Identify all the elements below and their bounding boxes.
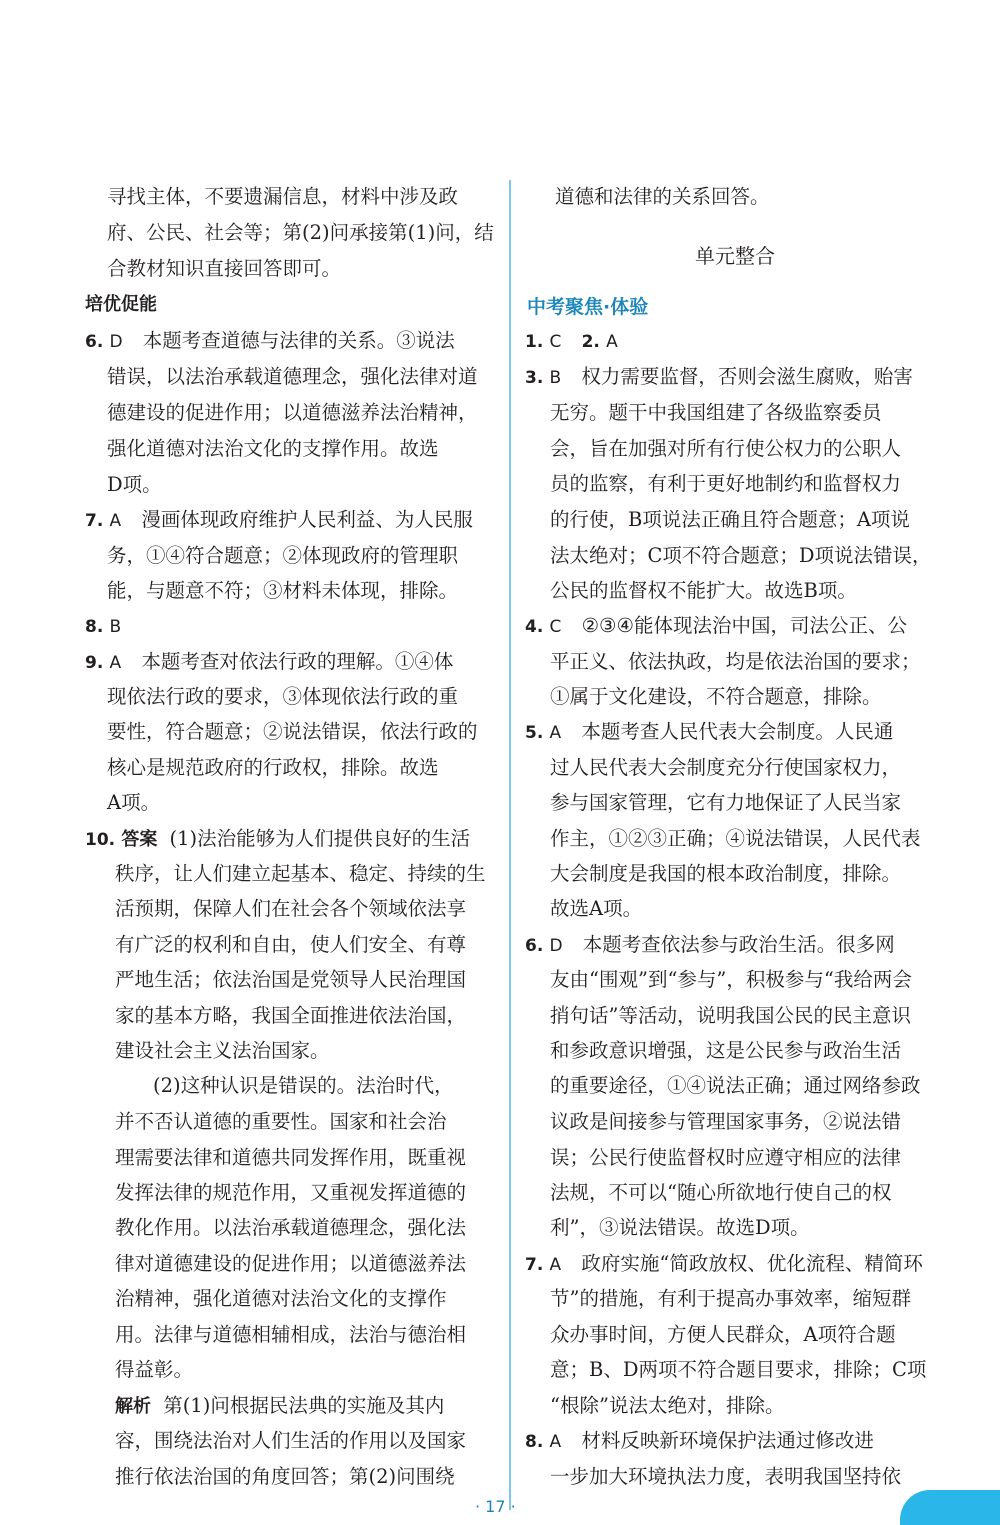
answer-item [525,1252,923,1276]
answer-letter: A [109,511,122,531]
question-number: 4. [525,617,544,637]
question-number: 7. [85,511,104,531]
answer-letter: B [109,617,122,637]
answer-item [525,1429,874,1453]
explanation-text: ②③④能体现法治中国，司法公正、公 [581,614,908,637]
text-line: ①属于文化建设，不符合题意，排除。 [550,685,882,708]
text-line: 过人民代表大会制度充分行使国家权力， [550,756,902,779]
question-number: 8. [85,617,104,637]
answer-letter: D [549,936,563,956]
text-line: 员的监察，有利于更好地制约和监督权力 [550,472,902,495]
answer-letter: A [549,723,562,743]
answer-item [525,614,907,638]
explanation-text: 材料反映新环境保护法通过修改进 [581,1429,874,1452]
text-line: 合教材知识直接回答即可。 [107,257,342,280]
text-line: 核心是规范政府的行政权，排除。故选 [107,756,439,779]
text-line: 的重要途径，①④说法正确；通过网络参政 [550,1074,921,1097]
text-line: 的行使，B项说法正确且符合题意；A项说 [550,508,910,531]
text-line: 教化作用。以法治承载道德理念，强化法 [115,1216,467,1239]
answer-letter: A [549,1255,562,1275]
text-line: 得益彰。 [115,1358,194,1381]
text-line: 秩序，让人们建立起基本、稳定、持续的生 [115,862,486,885]
text-line: 府、公民、社会等；第(2)问承接第(1)问，结 [107,221,494,244]
question-number: 2. [581,332,600,352]
answer-item [525,329,618,353]
text-line: 和参政意识增强，这是公民参与政治生活 [550,1039,902,1062]
text-line: 无穷。题干中我国组建了各级监察委员 [550,401,882,424]
question-number: 10. [85,830,116,850]
text-line: 能，与题意不符；③材料未体现，排除。 [107,579,459,602]
answer-letter: C [549,332,562,352]
question-number: 7. [525,1255,544,1275]
text-line: 利”，③说法错误。故选D项。 [550,1216,810,1239]
question-number: 8. [525,1432,544,1452]
text-line: D项。 [107,473,162,496]
section-heading: 培优促能 [85,294,157,315]
text-line: 要性，符合题意；②说法错误，依法行政的 [107,720,478,743]
text-line: A项。 [107,791,161,814]
text-line: 捎句话”等活动，说明我国公民的民主意识 [550,1004,911,1027]
text-line: 现依法行政的要求，③体现依法行政的重 [107,685,459,708]
text-line: 作主，①②③正确；④说法错误，人民代表 [550,827,921,850]
explanation-text: 第(1)问根据民法典的实施及其内 [163,1394,445,1417]
section-heading: 中考聚焦·体验 [527,296,649,318]
text-line: 用。法律与道德相辅相成，法治与德治相 [115,1323,467,1346]
answer-item [525,933,895,957]
text-line: 法太绝对；C项不符合题意；D项说法错误， [550,544,932,567]
text-line: 一步加大环境执法力度，表明我国坚持依 [550,1465,902,1488]
text-line: 意；B、D两项不符合题目要求，排除；C项 [550,1358,927,1381]
answer-item [85,827,470,851]
question-number: 3. [525,368,544,388]
text-line: 议政是间接参与管理国家事务，②说法错 [550,1110,902,1133]
answer-item [85,614,121,638]
answer-item [525,365,913,389]
text-line: 会，旨在加强对所有行使公权力的公职人 [550,437,902,460]
answer-letter: A [549,1432,562,1452]
answer-letter: C [549,617,562,637]
page-number: · 17 · [475,1497,516,1516]
analysis-item [115,1394,444,1418]
answer-letter: A [606,332,618,352]
unit-title: 单元整合 [695,244,775,268]
text-line: 务，①④符合题意；②体现政府的管理职 [107,544,459,567]
text-line: 德建设的促进作用；以道德滋养法治精神， [107,401,478,424]
answer-letter: D [109,332,123,352]
question-number: 6. [85,332,104,352]
text-line: 友由“围观”到“参与”，积极参与“我给两会 [550,968,912,991]
text-line: 容，围绕法治对人们生活的作用以及国家 [115,1429,467,1452]
text-line: 寻找主体，不要遗漏信息，材料中涉及政 [107,185,459,208]
explanation-text: 本题考查对依法行政的理解。①④体 [141,650,454,673]
text-line: “根除”说法太绝对，排除。 [550,1394,785,1417]
text-line: 法规，不可以“随心所欲地行使自己的权 [550,1181,892,1204]
answer-letter: A [109,653,122,673]
answer-item [85,329,455,353]
explanation-text: (1)法治能够为人们提供良好的生活 [169,827,471,850]
text-line: 发挥法律的规范作用，又重视发挥道德的 [115,1181,467,1204]
answer-item [85,508,473,532]
explanation-text: 本题考查人民代表大会制度。人民通 [581,720,894,743]
explanation-text: 本题考查依法参与政治生活。很多网 [582,933,895,956]
text-line: 律对道德建设的促进作用；以道德滋养法 [115,1252,467,1275]
question-number: 1. [525,332,544,352]
explanation-text: 权力需要监督，否则会滋生腐败，贻害 [581,365,913,388]
question-number: 9. [85,653,104,673]
explanation-text: 政府实施“简政放权、优化流程、精简环 [581,1252,923,1275]
answer-item [525,720,893,744]
analysis-label: 解析 [115,1396,151,1417]
text-line: 道德和法律的关系回答。 [555,185,770,208]
text-line: 错误，以法治承载道德理念，强化法律对道 [107,365,478,388]
text-line: 理需要法律和道德共同发挥作用，既重视 [115,1146,467,1169]
question-number: 5. [525,723,544,743]
text-line: 平正义、依法执政，均是依法治国的要求； [550,650,921,673]
text-line: 活预期，保障人们在社会各个领域依法享 [115,897,467,920]
text-line: 节”的措施，有利于提高办事效率，缩短群 [550,1287,911,1310]
question-number: 6. [525,936,544,956]
answer-letter: B [549,368,562,388]
text-line: 家的基本方略，我国全面推进依法治国， [115,1004,467,1027]
text-line: 故选A项。 [550,897,643,920]
explanation-text: 本题考查道德与法律的关系。③说法 [142,329,455,352]
text-line: 大会制度是我国的根本政治制度，排除。 [550,862,902,885]
answer-label: 答案 [121,829,158,850]
answer-item [85,650,453,674]
text-line: (2)这种认识是错误的。法治时代， [153,1074,454,1097]
text-line: 并不否认道德的重要性。国家和社会治 [115,1110,447,1133]
text-line: 有广泛的权利和自由，使人们安全、有尊 [115,933,467,956]
text-line: 误；公民行使监督权时应遵守相应的法律 [550,1146,902,1169]
column-divider [509,180,511,1510]
text-line: 建设社会主义法治国家。 [115,1039,330,1062]
text-line: 众办事时间，方便人民群众，A项符合题 [550,1323,896,1346]
text-line: 推行依法治国的角度回答；第(2)问围绕 [115,1465,455,1488]
corner-decoration [900,1490,1000,1525]
text-line: 强化道德对法治文化的支撑作用。故选 [107,437,439,460]
text-line: 公民的监督权不能扩大。故选B项。 [550,579,857,602]
text-line: 严地生活；依法治国是党领导人民治理国 [115,968,467,991]
explanation-text: 漫画体现政府维护人民利益、为人民服 [141,508,473,531]
text-line: 治精神，强化道德对法治文化的支撑作 [115,1287,447,1310]
text-line: 参与国家管理，它有力地保证了人民当家 [550,791,902,814]
